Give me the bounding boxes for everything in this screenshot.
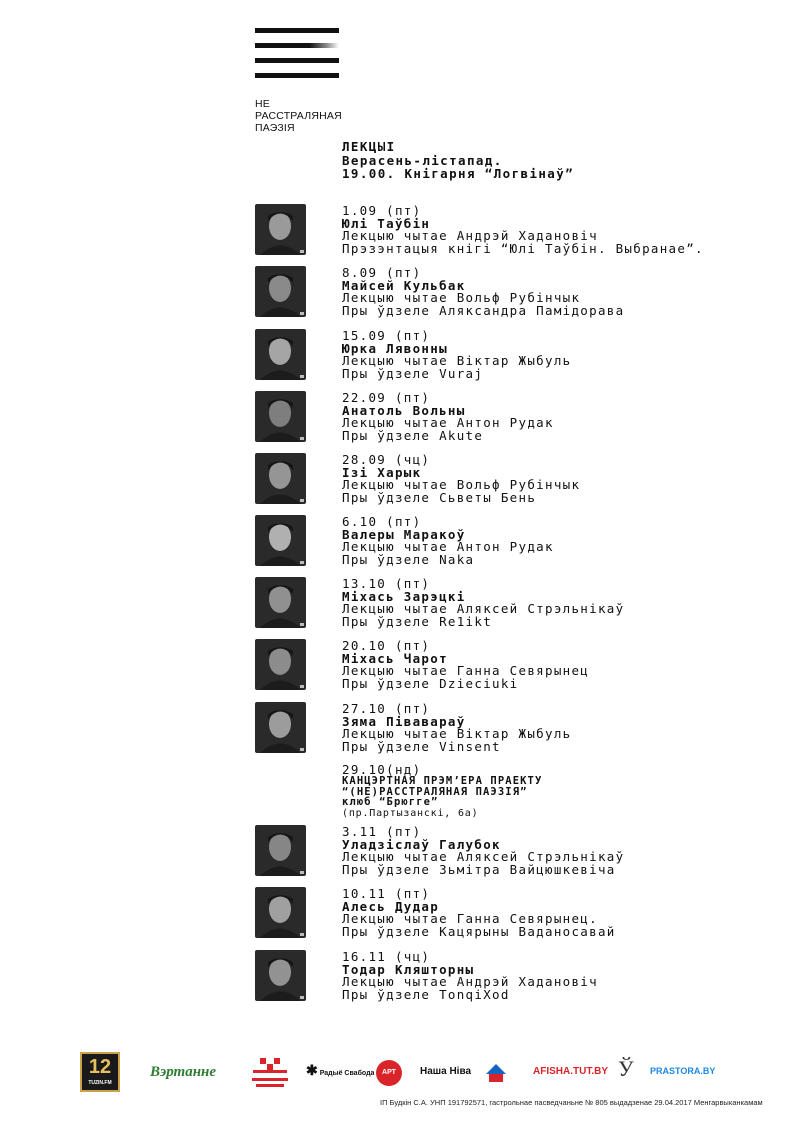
sponsor-logo-ornament xyxy=(248,1056,292,1090)
portrait-photo xyxy=(255,577,306,628)
event-text xyxy=(342,888,616,938)
event-poet-name: Юлі Таўбін xyxy=(342,215,431,231)
event-lecturer: Лекцыю чытае Аляксей Стрэльнікаў xyxy=(342,601,625,616)
portrait-photo xyxy=(255,453,306,504)
concert-title: КАНЦЭРТНАЯ ПРЭМ’ЕРА ПРАЕКТУ xyxy=(342,775,543,787)
sponsor-logo-vertanne: Вэртанне xyxy=(150,1064,217,1080)
event-row xyxy=(255,515,775,571)
event-lecturer: Лекцыю чытае Віктар Жыбуль xyxy=(342,726,572,741)
event-poet-name: Ізі Харык xyxy=(342,464,422,480)
event-poet-name: Анатоль Вольны xyxy=(342,402,466,418)
event-text xyxy=(342,205,704,255)
event-poet-name: Уладзіслаў Галубок xyxy=(342,836,501,852)
logo-line: ПАЭЗІЯ xyxy=(255,122,295,134)
event-participants: Пры ўдзеле Re1ikt xyxy=(342,613,493,629)
header-title: ЛЕКЦЫІ xyxy=(342,139,396,154)
portrait-photo xyxy=(255,825,306,876)
logo-line: РАССТРАЛЯНАЯ xyxy=(255,110,342,122)
event-poet-name: Зяма Півавараў xyxy=(342,713,466,729)
event-lecturer: Лекцыю чытае Вольф Рубінчык xyxy=(342,477,581,492)
sponsor-logo-svaboda xyxy=(306,1062,374,1079)
event-participants: Пры ўдзеле Сьветы Бень xyxy=(342,489,537,505)
header-time-place: 19.00. Кнігарня “Логвінаў” xyxy=(342,166,575,181)
event-date: 28.09 (чц) xyxy=(342,452,431,467)
logo-bar xyxy=(255,28,339,33)
logo-line: НЕ xyxy=(255,98,270,110)
lecture-header xyxy=(342,140,574,181)
header-period: Верасень-лістапад. xyxy=(342,152,503,168)
logo-bars xyxy=(255,28,345,88)
event-participants: Пры ўдзеле Кацярыны Ваданосавай xyxy=(342,923,616,939)
portrait-photo xyxy=(255,639,306,690)
event-row xyxy=(255,639,775,695)
event-date: 6.10 (пт) xyxy=(342,514,422,529)
event-row xyxy=(255,329,775,385)
event-text xyxy=(342,330,571,380)
event-participants: Пры ўдзеле Vuraj xyxy=(342,365,484,381)
event-date: 1.09 (пт) xyxy=(342,203,422,218)
event-poet-name: Юрка Лявонны xyxy=(342,340,448,356)
portrait-photo xyxy=(255,887,306,938)
event-poet-name: Міхась Зарэцкі xyxy=(342,588,466,604)
event-participants: Пры ўдзеле Аляксандра Памідорава xyxy=(342,302,625,318)
event-text xyxy=(342,578,624,628)
event-lecturer: Лекцыю чытае Вольф Рубінчык xyxy=(342,290,581,305)
event-row xyxy=(255,825,775,881)
sponsor-logo-gradki xyxy=(483,1060,509,1086)
event-text xyxy=(342,703,571,753)
sponsor-logo-u: Ў xyxy=(618,1056,634,1081)
event-lecturer: Лекцыю чытае Віктар Жыбуль xyxy=(342,353,572,368)
legal-footer: ІП Будкін С.А. УНП 191792571, гастрольнае пасведчаньне № 805 выдадзенае 29.04.2017 Менгарвыканкамам xyxy=(380,1098,763,1107)
portrait-photo xyxy=(255,950,306,1001)
event-date: 20.10 (пт) xyxy=(342,638,431,653)
event-lecturer: Лекцыю чытае Аляксей Стрэльнікаў xyxy=(342,849,625,864)
event-row xyxy=(255,702,775,758)
event-row xyxy=(255,950,775,1006)
sponsor-logo-prastora: PRASTORA.BY xyxy=(650,1066,716,1076)
event-participants: Пры ўдзеле Зьмітра Вайцюшкевіча xyxy=(342,861,616,877)
portrait-photo xyxy=(255,329,306,380)
event-text xyxy=(342,516,554,566)
event-participants: Пры ўдзеле Akute xyxy=(342,427,484,443)
portrait-photo xyxy=(255,266,306,317)
event-date: 13.10 (пт) xyxy=(342,576,431,591)
event-poet-name: Майсей Кульбак xyxy=(342,277,466,293)
event-lecturer: Лекцыю чытае Ганна Севярынец. xyxy=(342,911,598,926)
logo-bar xyxy=(255,58,339,63)
portrait-photo xyxy=(255,702,306,753)
sponsor-logo-afisha: AFISHA.TUT.BY xyxy=(533,1066,608,1077)
concert-announcement xyxy=(342,763,542,819)
concert-date: 29.10(нд) xyxy=(342,762,422,777)
event-poet-name: Міхась Чарот xyxy=(342,650,448,666)
event-date: 3.11 (пт) xyxy=(342,824,422,839)
event-text xyxy=(342,640,589,690)
event-participants: Прэзэнтацыя кнігі “Юлі Таўбін. Выбранае”. xyxy=(342,240,704,256)
event-lecturer: Лекцыю чытае Антон Рудак xyxy=(342,539,554,554)
event-date: 15.09 (пт) xyxy=(342,328,431,343)
portrait-photo xyxy=(255,515,306,566)
event-poet-name: Тодар Кляшторны xyxy=(342,961,475,977)
event-poet-name: Алесь Дудар xyxy=(342,898,440,914)
event-text xyxy=(342,267,624,317)
portrait-photo xyxy=(255,204,306,255)
event-text xyxy=(342,826,624,876)
sponsor-logo-tuzin: 12 TUZIN.FM xyxy=(80,1052,120,1092)
concert-venue: клюб “Брюгге” xyxy=(342,796,439,808)
sponsor-strip xyxy=(78,1052,738,1094)
event-row xyxy=(255,577,775,633)
event-text xyxy=(342,454,580,504)
logo-bar xyxy=(255,73,339,78)
event-participants: Пры ўдзеле Vinsent xyxy=(342,738,501,754)
event-date: 16.11 (чц) xyxy=(342,949,431,964)
event-row xyxy=(255,887,775,943)
portrait-photo xyxy=(255,391,306,442)
concert-project: “(НЕ)РАССТРАЛЯНАЯ ПАЭЗІЯ” xyxy=(342,785,528,798)
sponsor-name: TUZIN.FM xyxy=(88,1080,112,1086)
concert-address: (пр.Партызанскі, 6а) xyxy=(342,807,479,819)
event-text xyxy=(342,392,554,442)
event-participants: Пры ўдзеле Dzieciuki xyxy=(342,675,519,691)
event-lecturer: Лекцыю чытае Антон Рудак xyxy=(342,415,554,430)
sponsor-name: Радыё Свабода xyxy=(319,1070,375,1077)
event-lecturer: Лекцыю чытае Ганна Севярынец xyxy=(342,663,590,678)
svaboda-icon: ✱ xyxy=(306,1062,318,1078)
event-lecturer: Лекцыю чытае Андрэй Хадановіч xyxy=(342,228,598,243)
event-row xyxy=(255,453,775,509)
event-date: 27.10 (пт) xyxy=(342,701,431,716)
event-lecturer: Лекцыю чытае Андрэй Хадановіч xyxy=(342,974,598,989)
logo-bar xyxy=(255,43,339,48)
event-row xyxy=(255,266,775,322)
sponsor-logo-nashaniva: Наша Ніва xyxy=(420,1066,472,1077)
event-date: 10.11 (пт) xyxy=(342,886,431,901)
event-row xyxy=(255,391,775,447)
event-participants: Пры ўдзеле Naka xyxy=(342,551,475,567)
logo-text xyxy=(255,98,342,134)
event-row xyxy=(255,204,775,260)
event-text xyxy=(342,951,598,1001)
event-date: 22.09 (пт) xyxy=(342,390,431,405)
event-date: 8.09 (пт) xyxy=(342,265,422,280)
sponsor-logo-art: АРТ xyxy=(376,1060,402,1086)
event-participants: Пры ўдзеле TonqiXod xyxy=(342,986,510,1002)
event-poet-name: Валеры Маракоў xyxy=(342,526,466,542)
